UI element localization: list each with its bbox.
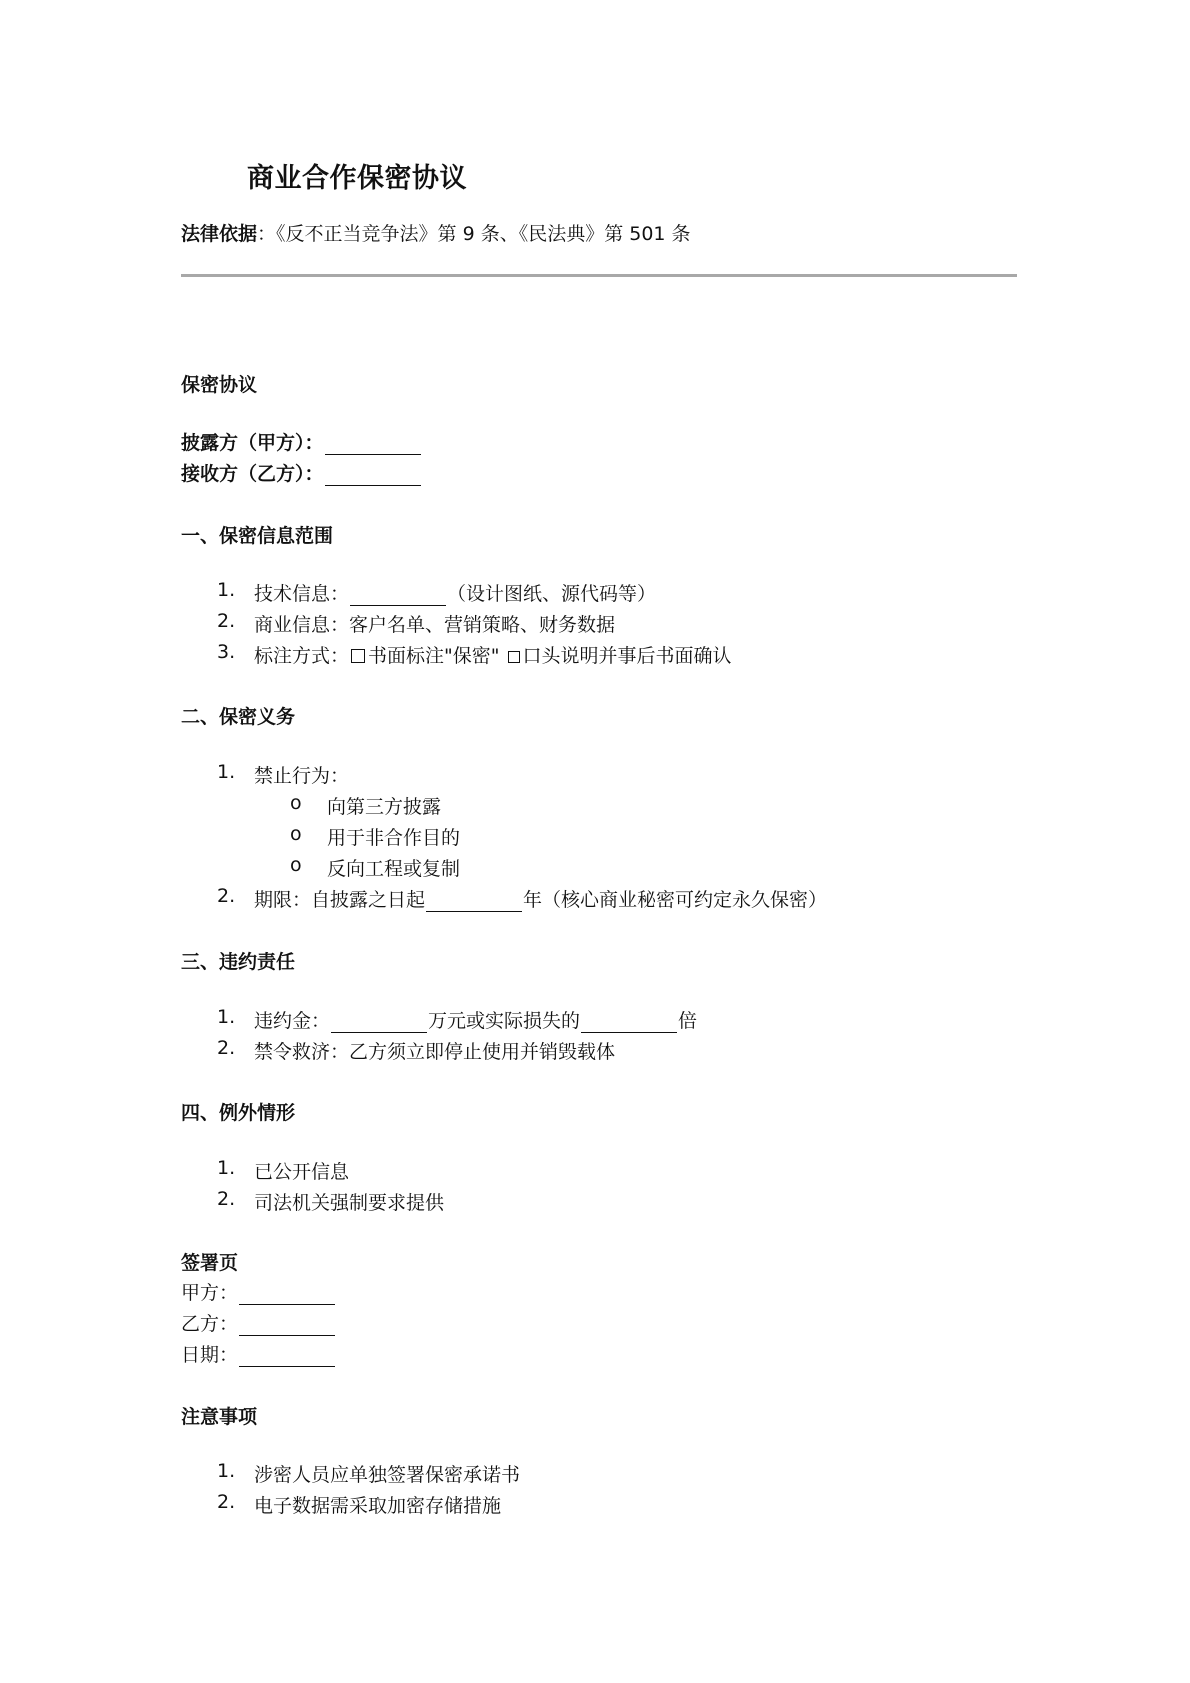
list-item-prefix: 违约金： (254, 1010, 331, 1032)
signature-party-a-blank[interactable] (239, 1284, 335, 1305)
signature-party-b (181, 1309, 336, 1336)
party-a-label: 披露方（甲方）： (181, 432, 324, 454)
option-oral-label: 口头说明并事后书面确认 (522, 645, 732, 667)
signature-party-b-blank[interactable] (239, 1315, 335, 1336)
party-b-label: 接收方（乙方）： (181, 463, 324, 485)
list-item: 商业信息：客户名单、营销策略、财务数据 (254, 614, 616, 636)
list-number: 1. (217, 579, 236, 601)
party-b-line (181, 459, 422, 486)
list-item-suffix: 年（核心商业秘密可约定永久保密） (523, 889, 828, 911)
signature-date-label: 日期： (181, 1344, 239, 1366)
list-item: 司法机关强制要求提供 (254, 1192, 445, 1214)
legal-basis (181, 219, 691, 246)
party-a-line (181, 428, 422, 455)
document-title: 商业合作保密协议 (247, 163, 467, 194)
checkbox-written-mark[interactable] (351, 649, 365, 663)
penalty-multiple-blank[interactable] (581, 1012, 677, 1033)
bullet-item: 用于非合作目的 (327, 827, 461, 849)
list-item: 已公开信息 (254, 1161, 350, 1183)
signature-date (181, 1340, 336, 1367)
section4-heading: 四、例外情形 (181, 1102, 296, 1124)
horizontal-divider (181, 274, 1017, 277)
term-years-blank[interactable] (426, 891, 522, 912)
list-number: 1. (217, 1460, 236, 1482)
list-item: 禁令救济：乙方须立即停止使用并销毁载体 (254, 1041, 616, 1063)
party-a-blank[interactable] (325, 434, 421, 455)
agreement-heading: 保密协议 (181, 374, 258, 396)
list-item (254, 885, 827, 912)
signature-party-b-label: 乙方： (181, 1313, 239, 1335)
list-item (254, 579, 656, 606)
bullet-item: 反向工程或复制 (327, 858, 461, 880)
list-number: 1. (217, 1006, 236, 1028)
bullet-marker: o (290, 792, 302, 814)
section3-heading: 三、违约责任 (181, 951, 296, 973)
list-number: 1. (217, 1157, 236, 1179)
list-item-suffix: 倍 (678, 1010, 698, 1032)
list-number: 1. (217, 761, 236, 783)
list-item-prefix: 技术信息： (254, 583, 350, 605)
signature-heading: 签署页 (181, 1252, 239, 1274)
list-item-suffix: （设计图纸、源代码等） (447, 583, 657, 605)
checkbox-oral-notice[interactable] (508, 651, 520, 663)
bullet-marker: o (290, 823, 302, 845)
list-item-middle: 万元或实际损失的 (428, 1010, 581, 1032)
list-number: 2. (217, 1188, 236, 1210)
list-number: 2. (217, 610, 236, 632)
list-number: 2. (217, 885, 236, 907)
bullet-item: 向第三方披露 (327, 796, 442, 818)
list-item: 电子数据需采取加密存储措施 (254, 1495, 502, 1517)
list-item-prefix: 期限：自披露之日起 (254, 889, 426, 911)
tech-info-blank[interactable] (350, 585, 446, 606)
section1-heading: 一、保密信息范围 (181, 525, 334, 547)
option-written-label: 书面标注"保密" (368, 645, 500, 667)
bullet-marker: o (290, 854, 302, 876)
list-item-prefix: 标注方式： (254, 645, 350, 667)
list-item (254, 1006, 697, 1033)
list-item (254, 641, 732, 668)
legal-basis-label: 法律依据 (181, 223, 258, 245)
section2-heading: 二、保密义务 (181, 706, 296, 728)
list-number: 2. (217, 1491, 236, 1513)
penalty-amount-blank[interactable] (331, 1012, 427, 1033)
legal-basis-text: 《反不正当竞争法》第 9 条、《民法典》第 501 条 (276, 223, 691, 245)
party-b-blank[interactable] (325, 465, 421, 486)
signature-party-a (181, 1278, 336, 1305)
signature-party-a-label: 甲方： (181, 1282, 239, 1304)
list-item: 涉密人员应单独签署保密承诺书 (254, 1464, 521, 1486)
list-number: 2. (217, 1037, 236, 1059)
signature-date-blank[interactable] (239, 1346, 335, 1367)
list-number: 3. (217, 641, 236, 663)
list-item: 禁止行为： (254, 765, 350, 787)
notes-heading: 注意事项 (181, 1406, 258, 1428)
legal-basis-separator: ： (257, 223, 277, 245)
